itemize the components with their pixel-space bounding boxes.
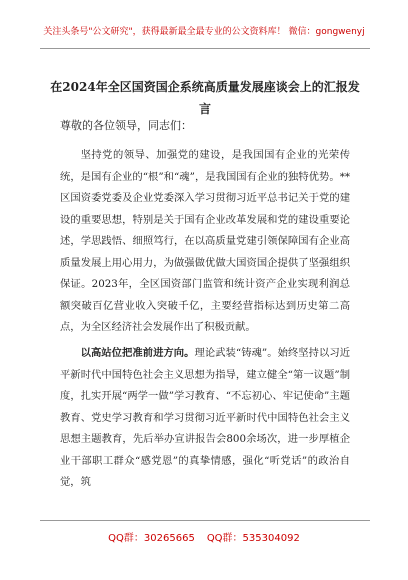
paragraph-2-lead: 以高站位把准前进方向。 <box>80 347 195 359</box>
paragraph-1: 坚持党的领导、加强党的建设，是我国国有企业的光荣传统，是国有企业的“根”和“魂”，是我国国有企业的独特优势。**区国资委党委及企业党委深入学习贯彻习近平总书记关于党的建设的重要思想，特别是关于国有企业改革发展和党的建设重要论述，学思践悟、细照笃行，在以高质量党建引领保障国有企业高质量发展上用心用力，为做强做优做大国资国企提供了坚强组织保证。2023年，全区国资部门监管和统计资产企业实现利润总额突破百亿营业收入突破千亿，主要经营指标达到历史第二高点，为全区经济社会发展作出了积极贡献。 <box>60 149 350 333</box>
header-divider <box>40 48 370 49</box>
footer-qq-group-1: QQ群：30265665 <box>108 533 195 544</box>
header-promo: 关注头条号"公文研究"，获得最新最全最专业的公文资料库！ 微信：gongwenyj <box>43 27 365 37</box>
paragraph-2 <box>60 343 350 494</box>
footer-qq-group-2: QQ群：535304092 <box>206 533 300 544</box>
document-salutation: 尊敬的各位领导，同志们： <box>60 119 192 132</box>
footer-contact <box>0 529 408 544</box>
paragraph-2-body: 理论武装“铸魂”。始终坚持以习近平新时代中国特色社会主义思想为指导，建立健全“第一议题”制度，扎实开展“两学一做”学习教育、“不忘初心、牢记使命”主题教育、党史学习教育和学习贯彻习近平新时代中国特色社会主义思想主题教育，先后举办宣讲报告会800余场次，进一步厚植企业干部职工群众“感党恩”的真挚情感，强化“听党话”的政治自觉，筑 <box>60 347 351 488</box>
footer-divider <box>40 520 370 521</box>
document-title: 在2024年全区国资国企系统高质量发展座谈会上的汇报发言 <box>50 80 360 116</box>
